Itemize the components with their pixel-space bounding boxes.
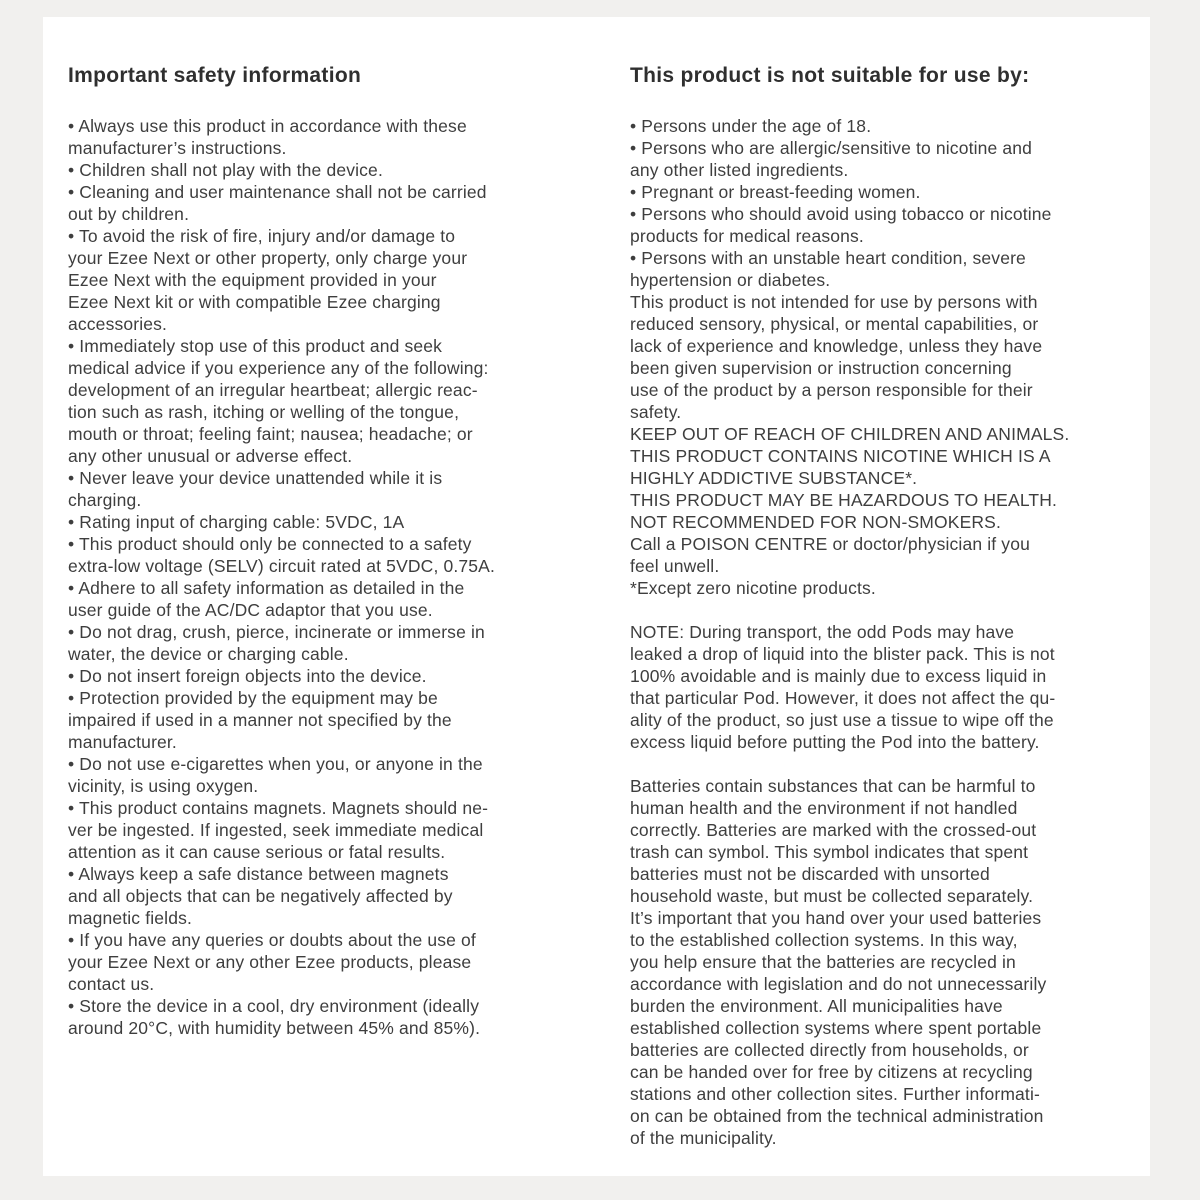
text-line: manufacturer.: [68, 732, 177, 752]
not-suitable-heading: This product is not suitable for use by:: [630, 64, 1030, 87]
text-line: batteries must not be discarded with unsorted: [630, 864, 990, 884]
text-line: correctly. Batteries are marked with the crossed-out: [630, 820, 1037, 840]
text-line: batteries are collected directly from households, or: [630, 1040, 1029, 1060]
text-line: hypertension or diabetes.: [630, 270, 831, 290]
text-line: NOTE: During transport, the odd Pods may have: [630, 622, 1015, 642]
text-line: • Always keep a safe distance between magnets: [68, 864, 449, 884]
text-line: out by children.: [68, 204, 190, 224]
text-line: • Always use this product in accordance with these: [68, 116, 467, 136]
text-line: use of the product by a person responsible for their: [630, 380, 1033, 400]
text-line: • Do not insert foreign objects into the device.: [68, 666, 427, 686]
text-line: Batteries contain substances that can be harmful to: [630, 776, 1036, 796]
text-line: water, the device or charging cable.: [68, 644, 349, 664]
text-line: • If you have any queries or doubts about the use of: [68, 930, 476, 950]
text-line: This product is not intended for use by persons with: [630, 292, 1038, 312]
text-line: established collection systems where spent portable: [630, 1018, 1042, 1038]
text-line: any other unusual or adverse effect.: [68, 446, 353, 466]
text-line: burden the environment. All municipalities have: [630, 996, 1003, 1016]
text-line: • This product should only be connected to a safety: [68, 534, 472, 554]
text-line: charging.: [68, 490, 142, 510]
text-line: household waste, but must be collected separately.: [630, 886, 1034, 906]
text-line: • Persons who are allergic/sensitive to nicotine and: [630, 138, 1033, 158]
text-line: vicinity, is using oxygen.: [68, 776, 259, 796]
text-line: medical advice if you experience any of the following:: [68, 358, 489, 378]
text-line: reduced sensory, physical, or mental capabilities, or: [630, 314, 1039, 334]
text-line: THIS PRODUCT CONTAINS NICOTINE WHICH IS A: [630, 446, 1051, 466]
text-line: excess liquid before putting the Pod into the battery.: [630, 732, 1040, 752]
text-line: accordance with legislation and do not unnecessarily: [630, 974, 1047, 994]
text-line: Ezee Next with the equipment provided in your: [68, 270, 437, 290]
text-line: NOT RECOMMENDED FOR NON-SMOKERS.: [630, 512, 1002, 532]
safety-information-text: [68, 115, 560, 1039]
not-suitable-text: [630, 115, 1120, 1149]
text-line: 100% avoidable and is mainly due to excess liquid in: [630, 666, 1047, 686]
text-line: • Cleaning and user maintenance shall not be carried: [68, 182, 487, 202]
text-line: • Never leave your device unattended while it is: [68, 468, 443, 488]
safety-information-column: [68, 63, 560, 1149]
text-line: [630, 753, 1120, 775]
text-line: • Persons who should avoid using tobacco or nicotine: [630, 204, 1052, 224]
text-line: • Protection provided by the equipment may be: [68, 688, 438, 708]
safety-leaflet-card: [43, 17, 1150, 1176]
text-line: your Ezee Next or any other Ezee products, please: [68, 952, 472, 972]
text-line: HIGHLY ADDICTIVE SUBSTANCE*.: [630, 468, 918, 488]
not-suitable-column: [630, 63, 1120, 1149]
text-line: that particular Pod. However, it does not affect the qu-: [630, 688, 1056, 708]
text-line: THIS PRODUCT MAY BE HAZARDOUS TO HEALTH.: [630, 490, 1058, 510]
text-line: Ezee Next kit or with compatible Ezee charging: [68, 292, 441, 312]
text-line: *Except zero nicotine products.: [630, 578, 876, 598]
text-line: to the established collection systems. In this way,: [630, 930, 1018, 950]
text-line: of the municipality.: [630, 1128, 777, 1148]
text-line: ver be ingested. If ingested, seek immediate medical: [68, 820, 484, 840]
text-line: mouth or throat; feeling faint; nausea; headache; or: [68, 424, 473, 444]
text-line: lack of experience and knowledge, unless they have: [630, 336, 1043, 356]
text-line: • Do not use e-cigarettes when you, or anyone in the: [68, 754, 483, 774]
text-line: development of an irregular heartbeat; allergic reac-: [68, 380, 478, 400]
text-line: manufacturer’s instructions.: [68, 138, 287, 158]
text-line: products for medical reasons.: [630, 226, 864, 246]
text-line: your Ezee Next or other property, only charge your: [68, 248, 468, 268]
text-line: stations and other collection sites. Further informati-: [630, 1084, 1040, 1104]
text-line: KEEP OUT OF REACH OF CHILDREN AND ANIMALS.: [630, 424, 1070, 444]
text-line: around 20°C, with humidity between 45% and 85%).: [68, 1018, 481, 1038]
text-line: • This product contains magnets. Magnets should ne-: [68, 798, 489, 818]
text-line: • Pregnant or breast-feeding women.: [630, 182, 921, 202]
text-line: on can be obtained from the technical administration: [630, 1106, 1044, 1126]
text-line: • Adhere to all safety information as detailed in the: [68, 578, 465, 598]
safety-information-heading: Important safety information: [68, 64, 362, 87]
text-line: [630, 599, 1120, 621]
text-line: accessories.: [68, 314, 168, 334]
text-line: • Persons with an unstable heart condition, severe: [630, 248, 1026, 268]
text-line: impaired if used in a manner not specified by the: [68, 710, 452, 730]
text-line: can be handed over for free by citizens at recycling: [630, 1062, 1033, 1082]
text-line: magnetic fields.: [68, 908, 192, 928]
text-line: any other listed ingredients.: [630, 160, 849, 180]
text-line: It’s important that you hand over your used batteries: [630, 908, 1042, 928]
text-line: trash can symbol. This symbol indicates that spent: [630, 842, 1029, 862]
text-line: • Do not drag, crush, pierce, incinerate or immerse in: [68, 622, 485, 642]
text-line: ality of the product, so just use a tissue to wipe off the: [630, 710, 1054, 730]
text-line: • Children shall not play with the device.: [68, 160, 383, 180]
text-line: contact us.: [68, 974, 155, 994]
text-line: human health and the environment if not handled: [630, 798, 1018, 818]
text-line: • Persons under the age of 18.: [630, 116, 872, 136]
text-line: • To avoid the risk of fire, injury and/or damage to: [68, 226, 456, 246]
text-line: extra-low voltage (SELV) circuit rated at 5VDC, 0.75A.: [68, 556, 495, 576]
text-line: feel unwell.: [630, 556, 720, 576]
text-line: you help ensure that the batteries are recycled in: [630, 952, 1016, 972]
text-line: tion such as rash, itching or welling of the tongue,: [68, 402, 460, 422]
two-column-layout: [68, 63, 1125, 1149]
text-line: been given supervision or instruction concerning: [630, 358, 1012, 378]
text-line: • Store the device in a cool, dry environment (ideally: [68, 996, 480, 1016]
text-line: user guide of the AC/DC adaptor that you use.: [68, 600, 433, 620]
text-line: safety.: [630, 402, 682, 422]
text-line: attention as it can cause serious or fatal results.: [68, 842, 446, 862]
text-line: leaked a drop of liquid into the blister pack. This is not: [630, 644, 1055, 664]
text-line: • Immediately stop use of this product and seek: [68, 336, 443, 356]
text-line: • Rating input of charging cable: 5VDC, 1A: [68, 512, 405, 532]
text-line: Call a POISON CENTRE or doctor/physician if you: [630, 534, 1030, 554]
text-line: and all objects that can be negatively affected by: [68, 886, 453, 906]
